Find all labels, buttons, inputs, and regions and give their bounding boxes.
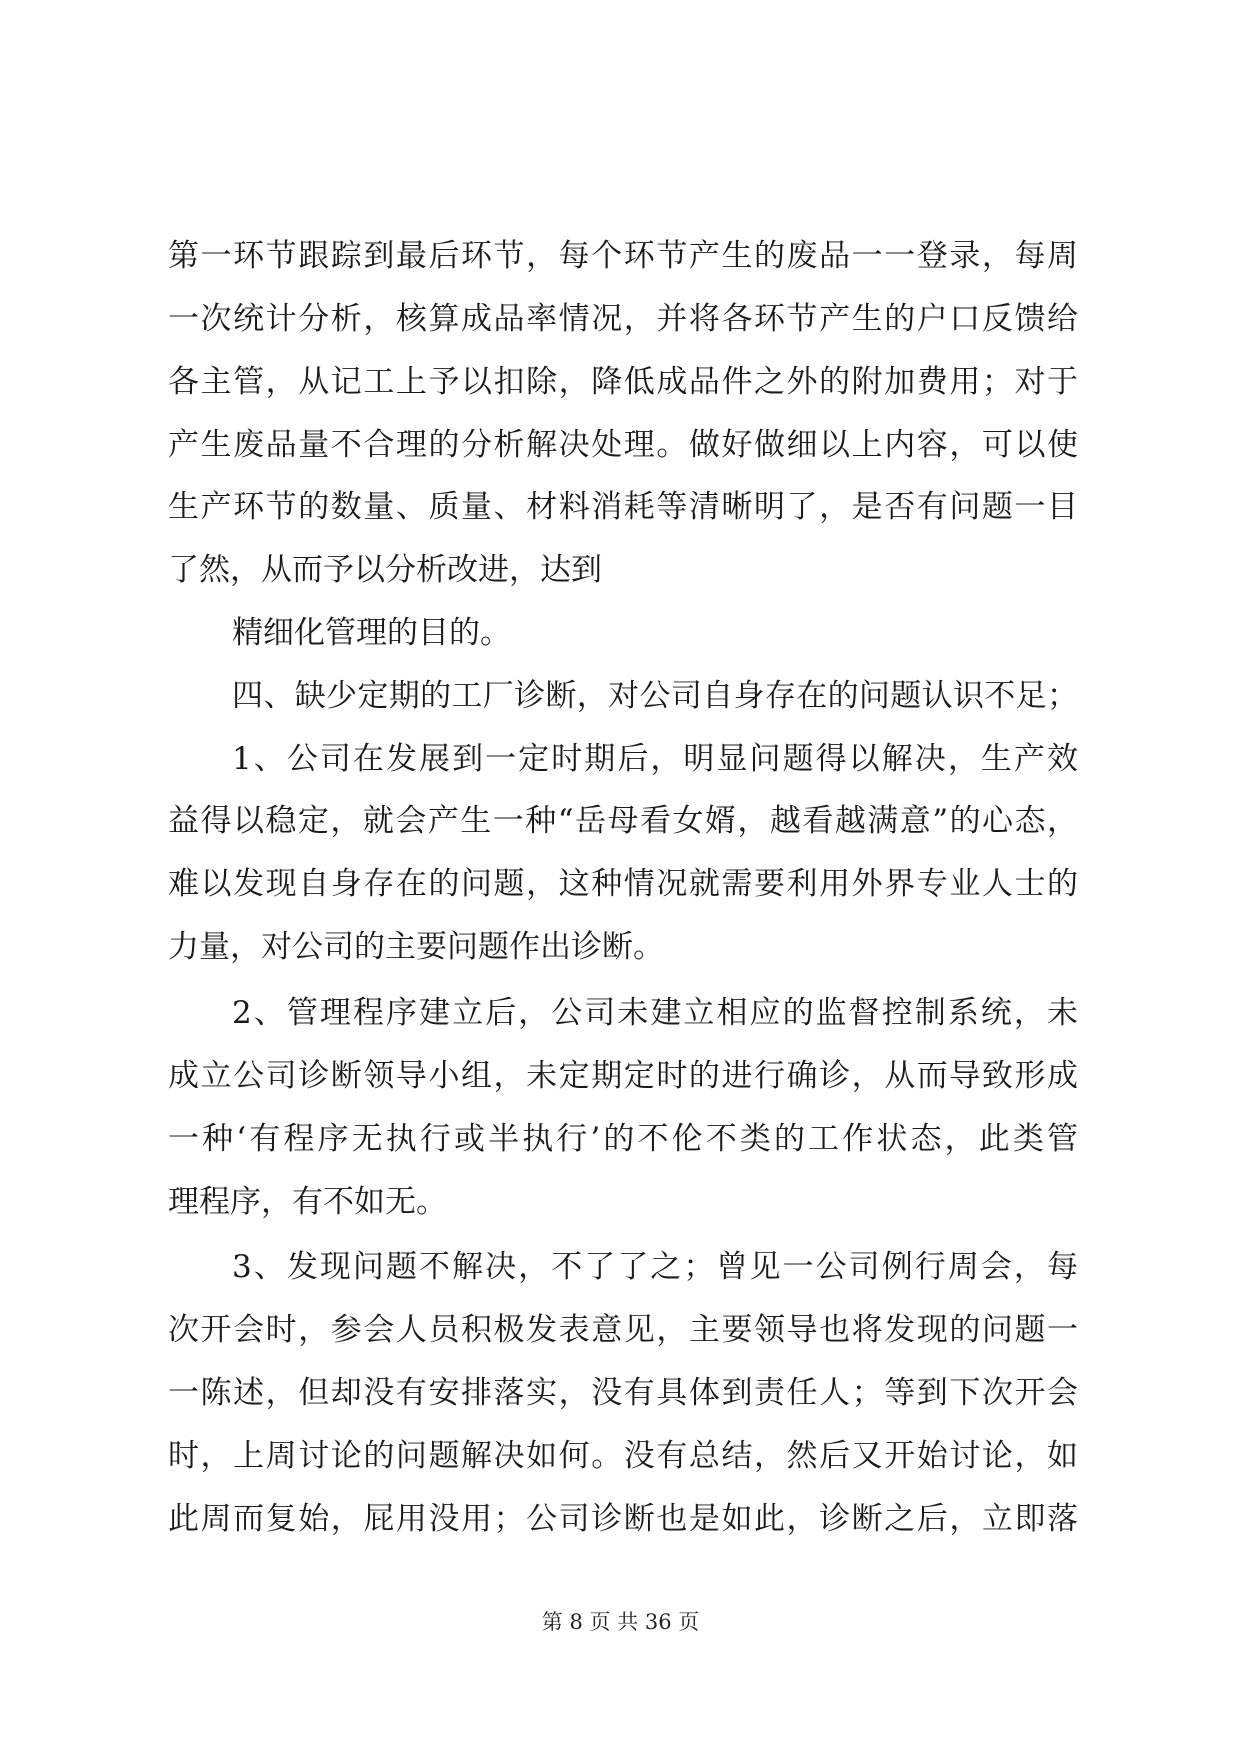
- body-text-line: 3、发现问题不解决，不了了之；曾见一公司例行周会，每: [232, 1249, 1078, 1285]
- body-text-line: 次开会时，参会人员积极发表意见，主要领导也将发现的问题一: [168, 1312, 1078, 1348]
- body-text-line: 此周而复始，屁用没用；公司诊断也是如此，诊断之后，立即落: [168, 1501, 1078, 1537]
- body-text-line: 生产环节的数量、质量、材料消耗等清晰明了，是否有问题一目: [168, 489, 1078, 525]
- body-text-line: 理程序，有不如无。: [168, 1184, 447, 1220]
- body-text-line: 一种‘有程序无执行或半执行’的不伦不类的工作状态，此类管: [168, 1121, 1078, 1157]
- body-text-line: 一次统计分析，核算成品率情况，并将各环节产生的户口反馈给: [168, 301, 1078, 337]
- body-text-line: 成立公司诊断领导小组，未定期定时的进行确诊，从而导致形成: [168, 1058, 1078, 1094]
- body-text-line: 产生废品量不合理的分析解决处理。做好做细以上内容，可以使: [168, 427, 1078, 463]
- section-heading: 四、缺少定期的工厂诊断，对公司自身存在的问题认识不足；: [232, 678, 1078, 714]
- body-text-line: 时，上周讨论的问题解决如何。没有总结，然后又开始讨论，如: [168, 1438, 1078, 1474]
- body-text-line: 1、公司在发展到一定时期后，明显问题得以解决，生产效: [232, 741, 1078, 777]
- page-number-footer: 第 8 页 共 36 页: [541, 1610, 700, 1634]
- body-text-line: 精细化管理的目的。: [232, 615, 511, 651]
- body-text-line: 第一环节跟踪到最后环节，每个环节产生的废品一一登录，每周: [168, 238, 1078, 274]
- body-text-line: 力量，对公司的主要问题作出诊断。: [168, 929, 664, 965]
- body-text-line: 难以发现自身存在的问题，这种情况就需要利用外界专业人士的: [168, 866, 1078, 902]
- body-text-line: 益得以稳定，就会产生一种“岳母看女婿，越看越满意”的心态，: [168, 803, 1078, 839]
- body-text-line: 了然，从而予以分析改进，达到: [168, 552, 602, 588]
- body-text-line: 一陈述，但却没有安排落实，没有具体到责任人；等到下次开会: [168, 1375, 1078, 1411]
- body-text-line: 各主管，从记工上予以扣除，降低成品件之外的附加费用；对于: [168, 364, 1078, 400]
- body-text-line: 2、管理程序建立后，公司未建立相应的监督控制系统，未: [232, 995, 1078, 1031]
